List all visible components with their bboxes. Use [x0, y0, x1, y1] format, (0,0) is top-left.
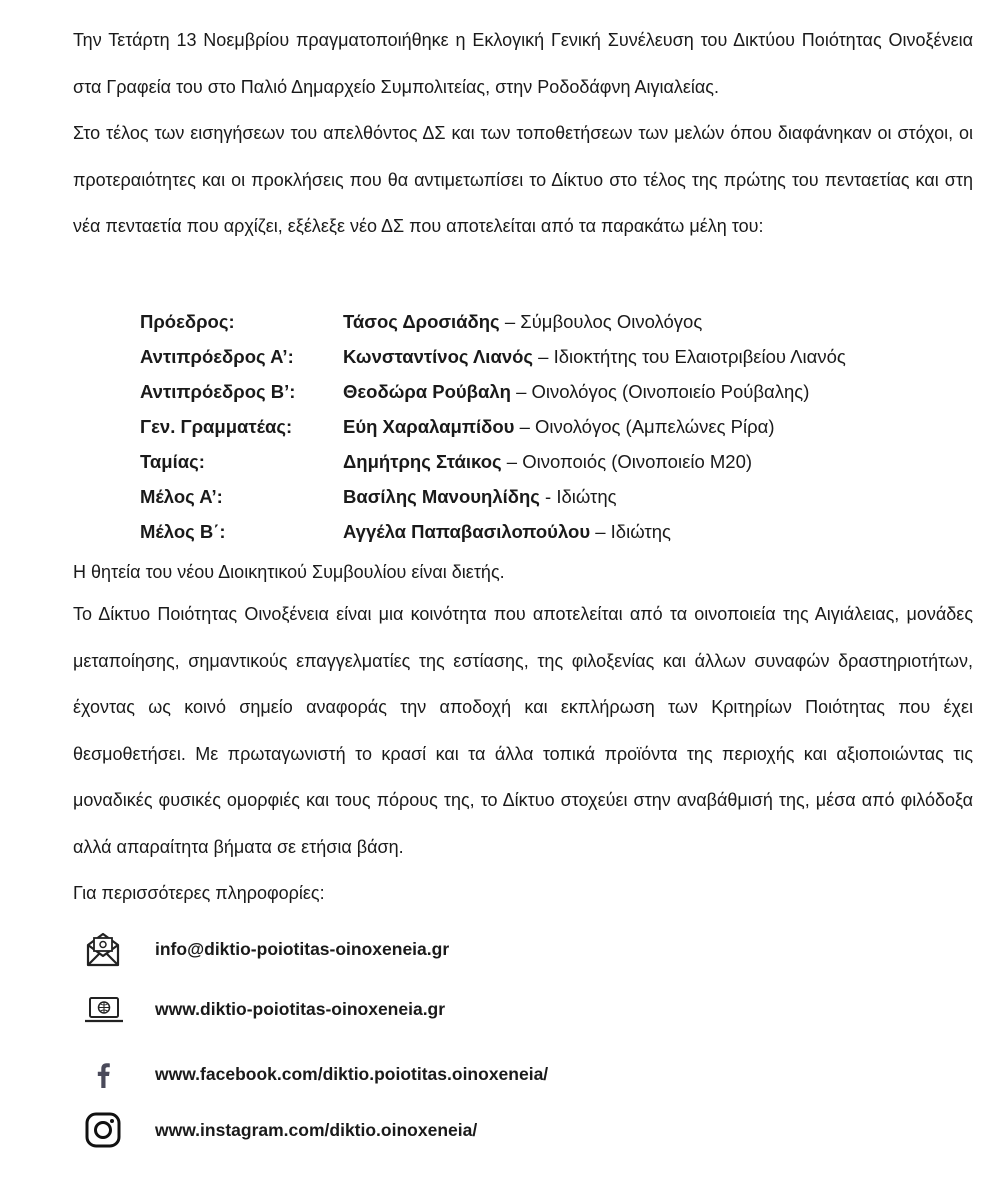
board-row: [140, 374, 973, 409]
board-role: Μέλος Α’:: [140, 486, 223, 507]
board-role: Γεν. Γραμματέας:: [140, 416, 293, 437]
board-member-desc: – Ιδιοκτήτης του Ελαιοτριβείου Λιανός: [533, 346, 846, 367]
more-info-label: Για περισσότερες πληροφορίες:: [73, 883, 325, 903]
about-paragraph: Το Δίκτυο Ποιότητας Οινοξένεια είναι μια κοινότητα που αποτελείται από τα οινοποιεία της Αιγιάλειας, μονάδες μεταποίησης, σημαντικούς επαγγελματίες της εστίασης, της φιλοξενίας και άλλων συναφών δραστηριοτήτων, έχοντας ως κοινό σημείο αναφοράς την αποδοχή και εκπλήρωση των Κριτηρίων Ποιότητας που έχει θεσμοθετήσει. Με πρωταγωνιστή το κρασί και τα άλλα τοπικά προϊόντα της περιοχής και αξιοποιώντας τις μοναδικές φυσικές ομορφιές και τους πόρους της, το Δίκτυο στοχεύει στην αναβάθμισή της, μέσα από φιλόδοξα αλλά απαραίτητα βήματα σε ετήσια βάση.: [73, 604, 973, 857]
board-member-name: Τάσος Δροσιάδης: [343, 311, 500, 332]
instagram-icon: [83, 1110, 123, 1150]
contact-email-row[interactable]: [73, 925, 973, 973]
board-role: Αντιπρόεδρος Α’:: [140, 346, 294, 367]
board-row: [140, 514, 973, 549]
board-row: [140, 339, 973, 374]
contact-instagram-row[interactable]: [73, 1106, 973, 1154]
email-icon: [83, 929, 123, 969]
board-member-desc: - Ιδιώτης: [539, 486, 617, 507]
board-member-desc: – Οινολόγος (Οινοποιείο Ρούβαλης): [510, 381, 810, 402]
board-member-name: Αγγέλα Παπαβασιλοπούλου: [343, 521, 591, 542]
contact-facebook-text[interactable]: www.facebook.com/diktio.poiotitas.oinoxeneia/: [155, 1064, 549, 1084]
board-members-list: [140, 304, 973, 549]
term-paragraph: Η θητεία του νέου Διοικητικού Συμβουλίου είναι διετής.: [73, 562, 505, 582]
contact-website-text[interactable]: www.diktio-poiotitas-oinoxeneia.gr: [155, 999, 446, 1019]
contact-instagram-text[interactable]: www.instagram.com/diktio.oinoxeneia/: [155, 1120, 478, 1140]
board-role: Αντιπρόεδρος Β’:: [140, 381, 296, 402]
board-member-desc: – Οινολόγος (Αμπελώνες Ρίρα): [514, 416, 775, 437]
board-member-desc: – Οινοποιός (Οινοποιείο Μ20): [501, 451, 753, 472]
board-member-name: Εύη Χαραλαμπίδου: [343, 416, 515, 437]
contact-email-text[interactable]: info@diktio-poiotitas-oinoxeneia.gr: [155, 939, 450, 959]
board-member-name: Θεοδώρα Ρούβαλη: [343, 381, 511, 402]
board-row: [140, 444, 973, 479]
intro-paragraph-1: Την Τετάρτη 13 Νοεμβρίου πραγματοποιήθηκε η Εκλογική Γενική Συνέλευση του Δικτύου Ποιότητας Οινοξένεια στα Γραφεία του στο Παλιό Δημαρχείο Συμπολιτείας, στην Ροδοδάφνη Αιγιαλείας.: [73, 30, 973, 97]
board-row: [140, 479, 973, 514]
board-member-name: Κωνσταντίνος Λιανός: [343, 346, 534, 367]
facebook-icon: [83, 1054, 123, 1094]
board-row: [140, 409, 973, 444]
board-role: Ταμίας:: [140, 451, 205, 472]
board-member-name: Βασίλης Μανουηλίδης: [343, 486, 540, 507]
board-member-name: Δημήτρης Στάικος: [343, 451, 502, 472]
contact-facebook-row[interactable]: [73, 1050, 973, 1098]
intro-paragraph-2: Στο τέλος των εισηγήσεων του απελθόντος ΔΣ και των τοποθετήσεων των μελών όπου διαφάνηκαν οι στόχοι, οι προτεραιότητες και οι προκλήσεις που θα αντιμετωπίσει το Δίκτυο στο τέλος της πρώτης του πενταετίας και στη νέα πενταετία που αρχίζει, εξέλεξε νέο ΔΣ που αποτελείται από τα παρακάτω μέλη του:: [73, 123, 973, 236]
website-icon: [83, 989, 123, 1029]
board-role: Μέλος Β΄:: [140, 521, 226, 542]
board-row: [140, 304, 973, 339]
contact-website-row[interactable]: [73, 985, 973, 1033]
board-member-desc: – Ιδιώτης: [590, 521, 671, 542]
board-role: Πρόεδρος:: [140, 311, 235, 332]
board-member-desc: – Σύμβουλος Οινολόγος: [499, 311, 703, 332]
